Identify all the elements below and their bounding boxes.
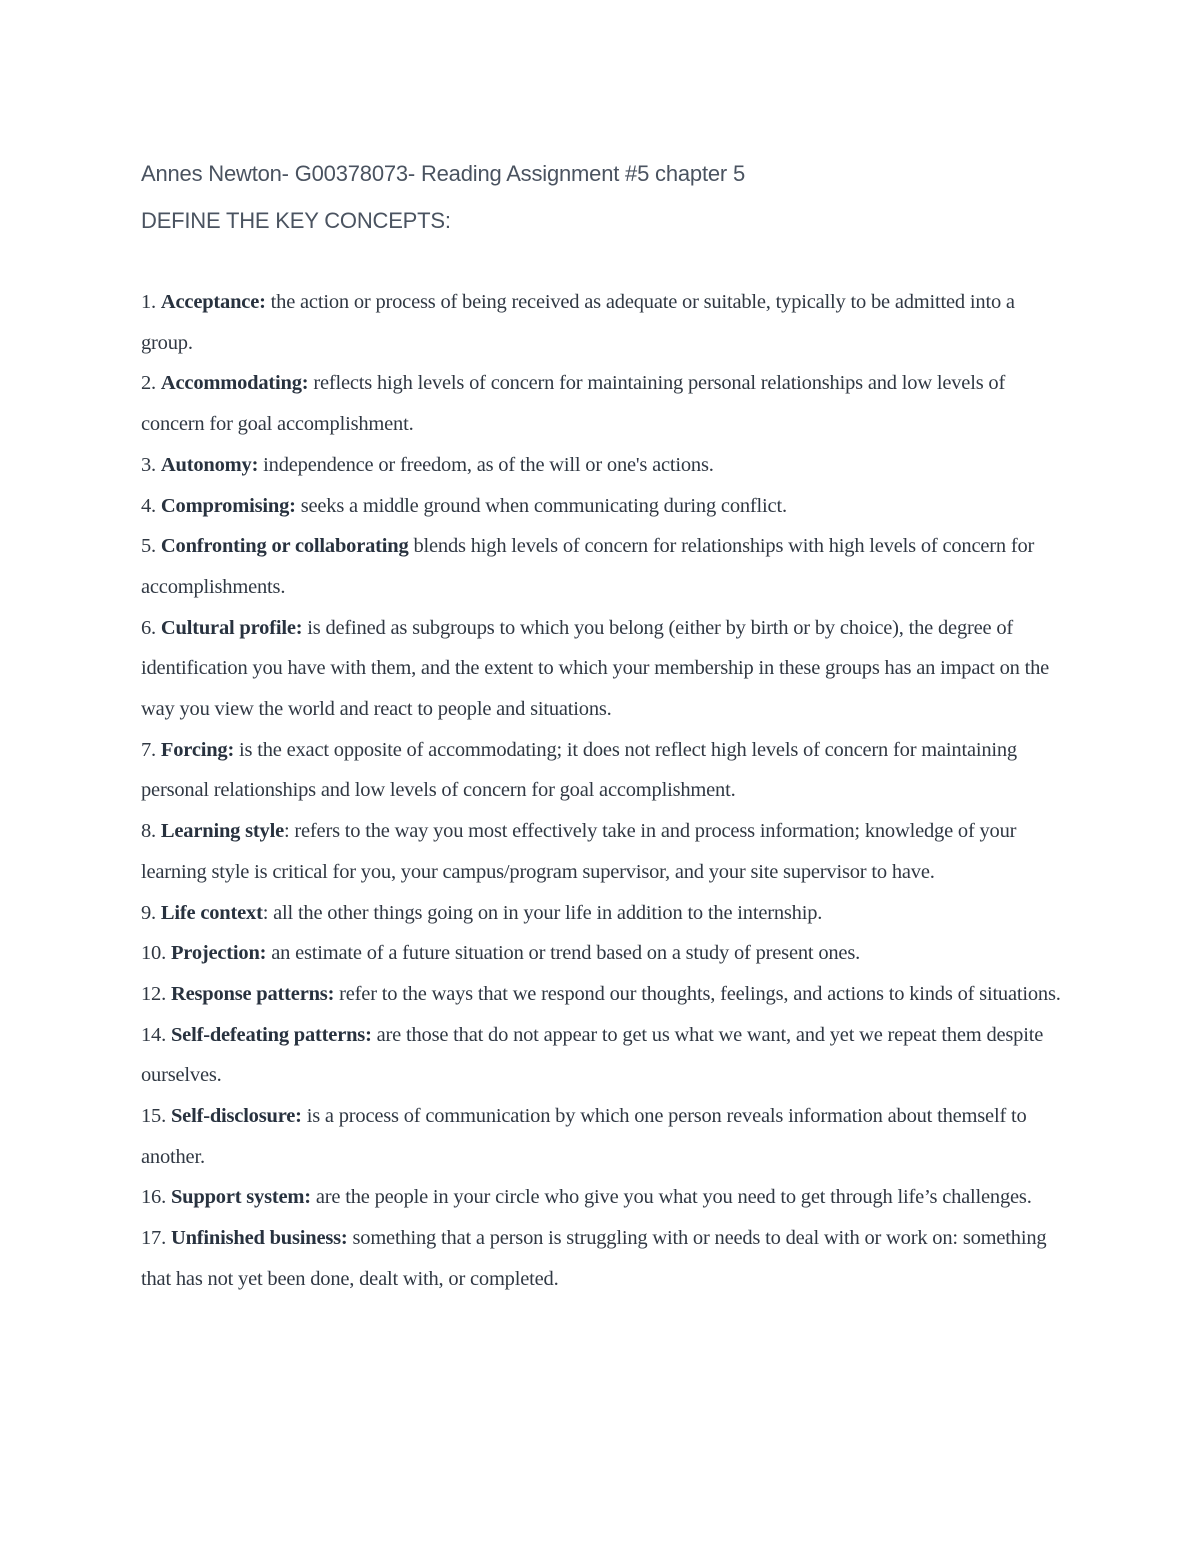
- definition-text: : refers to the way you most effectively take in and process information; knowledge of your learning style is critical for you, your campus/program supervisor, and your site supervisor to have.: [141, 820, 1017, 883]
- definition-text: are the people in your circle who give you what you need to get through life’s challenges.: [310, 1186, 1032, 1209]
- definition-term: Autonomy:: [160, 453, 259, 476]
- definition-item: [141, 1177, 1071, 1218]
- definition-item: [141, 282, 1071, 363]
- definition-item: [141, 974, 1071, 1015]
- definition-number: 5.: [141, 535, 156, 558]
- definition-term: Acceptance:: [160, 291, 266, 313]
- section-heading: DEFINE THE KEY CONCEPTS:: [141, 208, 451, 233]
- definition-text: independence or freedom, as of the will or one's actions.: [258, 453, 714, 476]
- definition-item: [141, 526, 1071, 607]
- definition-text: something that a person is struggling with or needs to deal with or work on: something that has not yet been done, dealt with, or completed.: [141, 1227, 1047, 1290]
- definition-term: Self-defeating patterns:: [170, 1023, 372, 1046]
- definition-item: [141, 363, 1071, 444]
- definition-number: 12.: [141, 982, 167, 1005]
- definition-term: Support system:: [170, 1186, 311, 1209]
- document-title: Annes Newton- G00378073- Reading Assignment #5 chapter 5: [141, 161, 745, 186]
- definition-number: 6.: [141, 616, 156, 639]
- definition-item: [141, 730, 1071, 811]
- definition-number: 10.: [141, 942, 167, 965]
- definition-item: [141, 1218, 1071, 1299]
- definition-item: [141, 445, 1071, 486]
- definition-number: 8.: [141, 820, 156, 843]
- definition-term: Self-disclosure:: [170, 1105, 302, 1128]
- definition-term: Cultural profile:: [160, 616, 303, 639]
- definition-term: Compromising:: [160, 494, 296, 517]
- definition-item: [141, 893, 1071, 934]
- definition-number: 4.: [141, 494, 156, 517]
- definition-text: is defined as subgroups to which you belong (either by birth or by choice), the degree of identification you have with them, and the extent to which your membership in these groups has an impact on the way you view the world and react to people and situations.: [141, 616, 1050, 721]
- definition-number: 1.: [141, 291, 156, 313]
- definition-text: reflects high levels of concern for maintaining personal relationships and low levels of concern for goal accomplishment.: [141, 372, 1006, 436]
- definition-term: Response patterns:: [170, 982, 335, 1005]
- definition-term: Forcing:: [160, 738, 235, 761]
- definition-term: Accommodating:: [160, 372, 309, 395]
- definition-number: 9.: [141, 901, 156, 924]
- definition-text: are those that do not appear to get us what we want, and yet we repeat them despite ourselves.: [141, 1023, 1044, 1087]
- document-header: [141, 156, 1081, 239]
- definition-term: Confronting or collaborating: [160, 535, 409, 558]
- definition-text: an estimate of a future situation or trend based on a study of present ones.: [266, 942, 861, 965]
- definition-item: [141, 811, 1071, 892]
- definition-text: the action or process of being received as adequate or suitable, typically to be admitted into a group.: [141, 291, 1015, 354]
- definition-number: 7.: [141, 738, 156, 761]
- definition-text: is the exact opposite of accommodating; it does not reflect high levels of concern for maintaining personal relationships and low levels of concern for goal accomplishment.: [141, 738, 1017, 802]
- definition-number: 17.: [141, 1227, 167, 1250]
- definition-text: blends high levels of concern for relationships with high levels of concern for accomplishments.: [141, 535, 1035, 598]
- definition-number: 14.: [141, 1023, 167, 1046]
- definition-item: [141, 1096, 1071, 1177]
- definition-item: [141, 1015, 1071, 1096]
- definition-number: 3.: [141, 453, 156, 476]
- definition-text: seeks a middle ground when communicating during conflict.: [295, 494, 787, 517]
- definition-number: 15.: [141, 1105, 167, 1128]
- definition-term: Unfinished business:: [170, 1227, 348, 1250]
- definition-item: [141, 486, 1071, 527]
- definition-text: refer to the ways that we respond our thoughts, feelings, and actions to kinds of situations.: [334, 982, 1061, 1005]
- definition-item: [141, 933, 1071, 974]
- definition-term: Life context: [160, 901, 263, 924]
- definition-number: 16.: [141, 1186, 167, 1209]
- definitions-list: [141, 282, 1071, 1300]
- definition-item: [141, 608, 1071, 730]
- definition-number: 2.: [141, 372, 156, 395]
- definition-term: Projection:: [170, 942, 267, 965]
- definition-term: Learning style: [160, 820, 284, 843]
- definition-text: is a process of communication by which one person reveals information about themself to another.: [141, 1105, 1027, 1168]
- definition-text: : all the other things going on in your life in addition to the internship.: [262, 901, 823, 924]
